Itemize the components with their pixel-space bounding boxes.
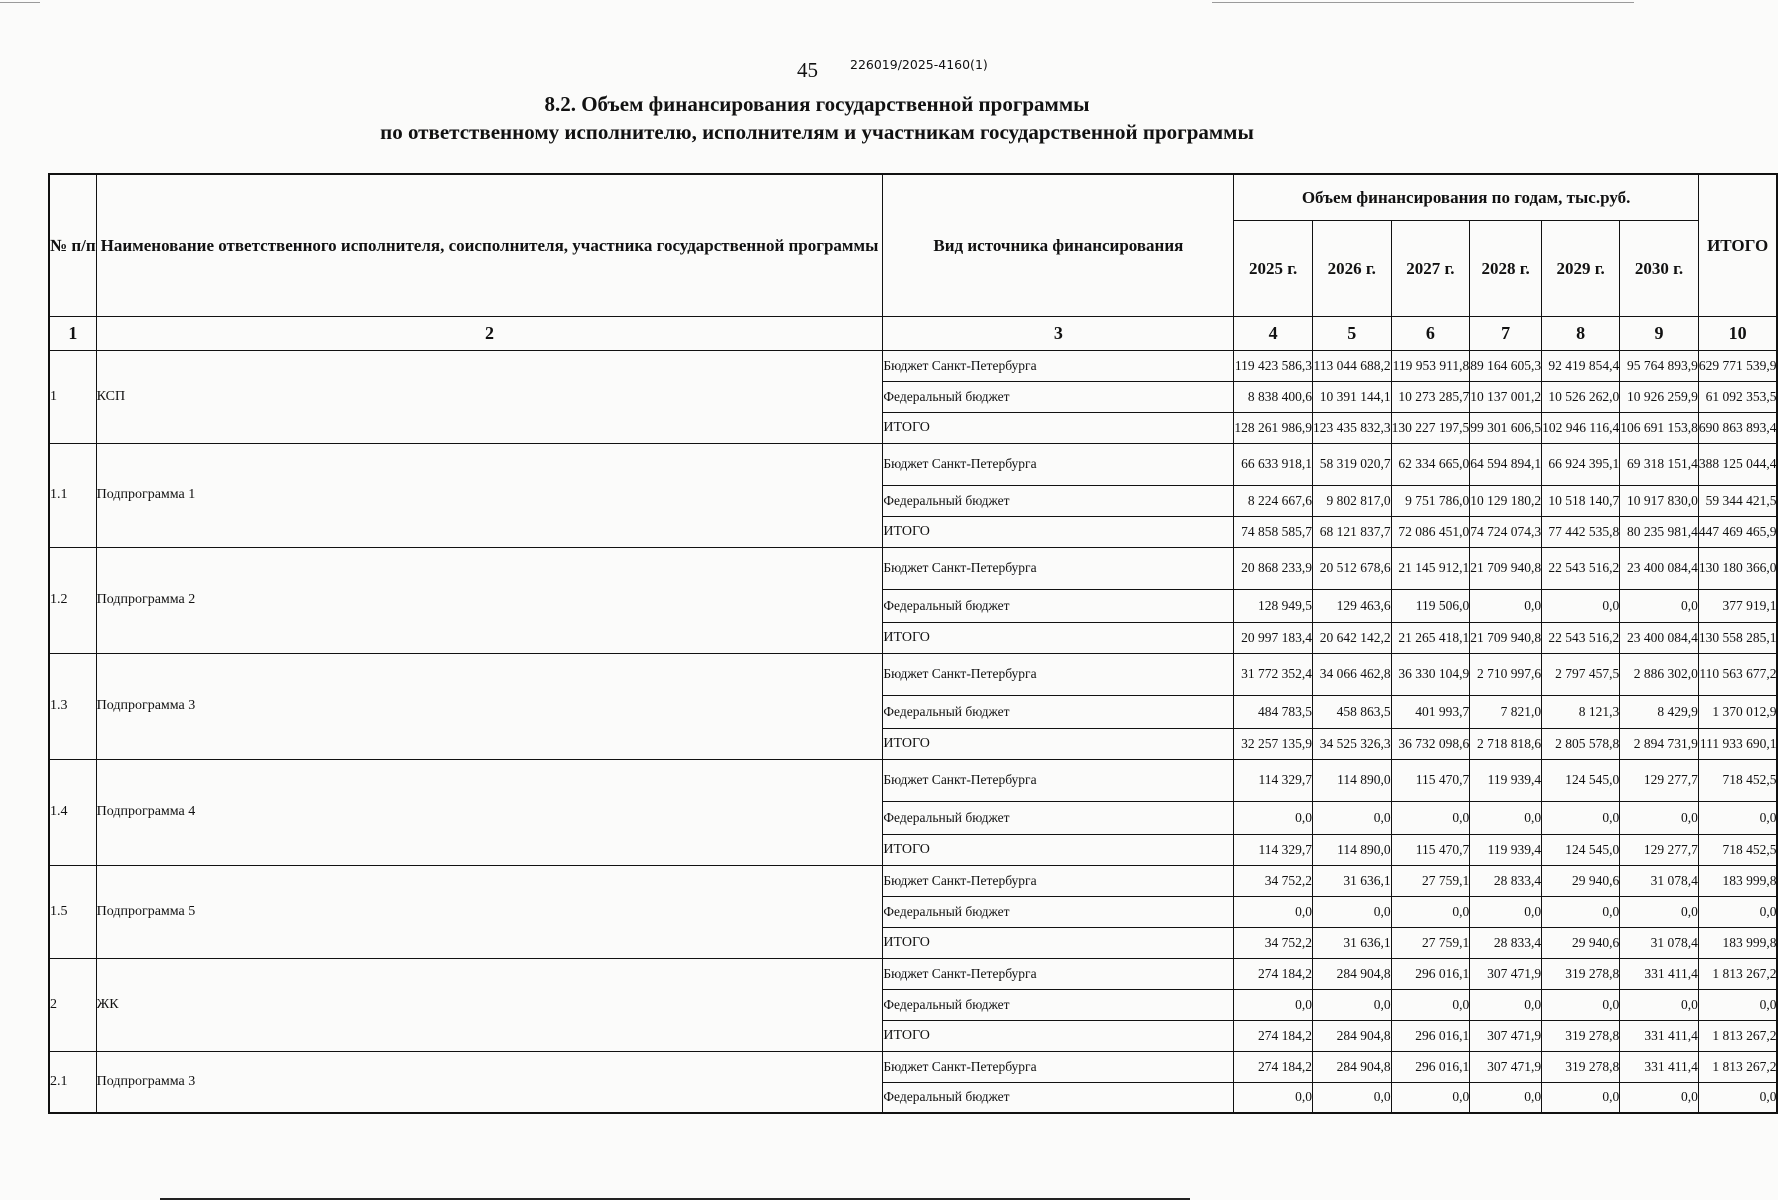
year-value: 296 016,1 [1391,1020,1470,1051]
column-number: 8 [1542,316,1620,350]
year-value: 68 121 837,7 [1312,516,1391,547]
header-total: ИТОГО [1698,174,1777,316]
year-value: 128 261 986,9 [1234,412,1313,443]
column-number: 2 [96,316,883,350]
column-number: 6 [1391,316,1470,350]
year-value: 27 759,1 [1391,927,1470,958]
year-value: 331 411,4 [1620,1051,1699,1082]
year-value: 0,0 [1312,801,1391,834]
year-value: 0,0 [1391,1082,1470,1113]
header-year: 2029 г. [1542,220,1620,316]
year-value: 0,0 [1234,896,1313,927]
year-value: 0,0 [1542,801,1620,834]
year-value: 274 184,2 [1234,1020,1313,1051]
year-value: 10 518 140,7 [1542,485,1620,516]
header-name: Наименование ответственного исполнителя, соисполнителя, участника государственной программы [96,174,883,316]
year-value: 124 545,0 [1542,834,1620,865]
funding-source: Федеральный бюджет [883,381,1234,412]
year-value: 20 868 233,9 [1234,547,1313,589]
year-value: 8 121,3 [1542,695,1620,728]
total-value: 1 813 267,2 [1698,958,1777,989]
year-value: 22 543 516,2 [1542,547,1620,589]
year-value: 10 391 144,1 [1312,381,1391,412]
year-value: 29 940,6 [1542,865,1620,896]
funding-source: Федеральный бюджет [883,896,1234,927]
year-value: 0,0 [1391,989,1470,1020]
year-value: 31 078,4 [1620,865,1699,896]
column-number: 3 [883,316,1234,350]
year-value: 0,0 [1470,896,1542,927]
year-value: 10 917 830,0 [1620,485,1699,516]
year-value: 31 772 352,4 [1234,653,1313,695]
year-value: 31 636,1 [1312,927,1391,958]
funding-source: ИТОГО [883,728,1234,759]
year-value: 124 545,0 [1542,759,1620,801]
year-value: 20 642 142,2 [1312,622,1391,653]
table-row [49,350,1777,381]
total-value: 718 452,5 [1698,834,1777,865]
column-number: 5 [1312,316,1391,350]
total-value: 629 771 539,9 [1698,350,1777,381]
year-value: 34 752,2 [1234,865,1313,896]
scan-edge-line [0,2,40,3]
funding-source: Бюджет Санкт-Петербурга [883,958,1234,989]
year-value: 2 718 818,6 [1470,728,1542,759]
year-value: 0,0 [1542,896,1620,927]
year-value: 74 724 074,3 [1470,516,1542,547]
funding-source: Бюджет Санкт-Петербурга [883,350,1234,381]
title-line-2: по ответственному исполнителю, исполнителям и участникам государственной программы [380,120,1254,144]
year-value: 9 802 817,0 [1312,485,1391,516]
year-value: 28 833,4 [1470,865,1542,896]
year-value: 307 471,9 [1470,958,1542,989]
year-value: 0,0 [1620,989,1699,1020]
year-value: 0,0 [1234,1082,1313,1113]
funding-source: ИТОГО [883,927,1234,958]
row-group-number: 1.3 [49,653,96,759]
year-value: 22 543 516,2 [1542,622,1620,653]
table-body [49,350,1777,1113]
row-group-name: Подпрограмма 1 [96,443,883,547]
funding-source: Федеральный бюджет [883,589,1234,622]
total-value: 388 125 044,4 [1698,443,1777,485]
year-value: 77 442 535,8 [1542,516,1620,547]
year-value: 74 858 585,7 [1234,516,1313,547]
year-value: 130 227 197,5 [1391,412,1470,443]
year-value: 23 400 084,4 [1620,547,1699,589]
total-value: 183 999,8 [1698,927,1777,958]
column-number: 10 [1698,316,1777,350]
header-year: 2027 г. [1391,220,1470,316]
row-group-name: КСП [96,350,883,443]
year-value: 32 257 135,9 [1234,728,1313,759]
year-value: 89 164 605,3 [1470,350,1542,381]
row-group-name: ЖК [96,958,883,1051]
page-number: 45 [797,58,818,82]
year-value: 34 525 326,3 [1312,728,1391,759]
year-value: 115 470,7 [1391,834,1470,865]
funding-source: Бюджет Санкт-Петербурга [883,443,1234,485]
total-value: 690 863 893,4 [1698,412,1777,443]
row-group-number: 1.1 [49,443,96,547]
year-value: 128 949,5 [1234,589,1313,622]
year-value: 58 319 020,7 [1312,443,1391,485]
year-value: 0,0 [1620,896,1699,927]
year-value: 484 783,5 [1234,695,1313,728]
funding-source: Бюджет Санкт-Петербурга [883,653,1234,695]
funding-source: ИТОГО [883,622,1234,653]
table-row [49,759,1777,801]
year-value: 10 137 001,2 [1470,381,1542,412]
year-value: 10 129 180,2 [1470,485,1542,516]
year-value: 307 471,9 [1470,1051,1542,1082]
year-value: 20 997 183,4 [1234,622,1313,653]
year-value: 80 235 981,4 [1620,516,1699,547]
year-value: 102 946 116,4 [1542,412,1620,443]
year-value: 72 086 451,0 [1391,516,1470,547]
year-value: 2 797 457,5 [1542,653,1620,695]
year-value: 113 044 688,2 [1312,350,1391,381]
row-group-number: 1.5 [49,865,96,958]
year-value: 95 764 893,9 [1620,350,1699,381]
year-value: 0,0 [1312,989,1391,1020]
year-value: 119 423 586,3 [1234,350,1313,381]
year-value: 31 636,1 [1312,865,1391,896]
year-value: 296 016,1 [1391,1051,1470,1082]
year-value: 21 709 940,8 [1470,622,1542,653]
year-value: 0,0 [1234,801,1313,834]
title-line-1: 8.2. Объем финансирования государственной программы [544,92,1090,116]
year-value: 2 710 997,6 [1470,653,1542,695]
year-value: 458 863,5 [1312,695,1391,728]
year-value: 10 526 262,0 [1542,381,1620,412]
year-value: 27 759,1 [1391,865,1470,896]
page-title [0,90,1634,146]
year-value: 2 886 302,0 [1620,653,1699,695]
column-number: 9 [1620,316,1699,350]
year-value: 307 471,9 [1470,1020,1542,1051]
row-group-name: Подпрограмма 5 [96,865,883,958]
document-code: 226019/2025-4160(1) [850,57,988,72]
year-value: 8 838 400,6 [1234,381,1313,412]
year-value: 69 318 151,4 [1620,443,1699,485]
total-value: 1 370 012,9 [1698,695,1777,728]
year-value: 319 278,8 [1542,1051,1620,1082]
table-row [49,865,1777,896]
year-value: 66 924 395,1 [1542,443,1620,485]
year-value: 0,0 [1391,801,1470,834]
year-value: 114 890,0 [1312,834,1391,865]
year-value: 66 633 918,1 [1234,443,1313,485]
year-value: 0,0 [1542,589,1620,622]
year-value: 119 953 911,8 [1391,350,1470,381]
year-value: 21 709 940,8 [1470,547,1542,589]
funding-source: ИТОГО [883,1020,1234,1051]
year-value: 21 265 418,1 [1391,622,1470,653]
year-value: 115 470,7 [1391,759,1470,801]
year-value: 119 939,4 [1470,834,1542,865]
column-number: 7 [1470,316,1542,350]
year-value: 319 278,8 [1542,1020,1620,1051]
total-value: 0,0 [1698,801,1777,834]
row-group-number: 1.4 [49,759,96,865]
year-value: 0,0 [1542,1082,1620,1113]
funding-source: Бюджет Санкт-Петербурга [883,759,1234,801]
column-number: 1 [49,316,96,350]
table-row [49,443,1777,485]
total-value: 130 558 285,1 [1698,622,1777,653]
total-value: 377 919,1 [1698,589,1777,622]
year-value: 296 016,1 [1391,958,1470,989]
year-value: 8 429,9 [1620,695,1699,728]
year-value: 274 184,2 [1234,958,1313,989]
year-value: 0,0 [1470,1082,1542,1113]
total-value: 0,0 [1698,989,1777,1020]
total-value: 130 180 366,0 [1698,547,1777,589]
column-number: 4 [1234,316,1313,350]
year-value: 9 751 786,0 [1391,485,1470,516]
year-value: 129 463,6 [1312,589,1391,622]
total-value: 111 933 690,1 [1698,728,1777,759]
funding-source: Федеральный бюджет [883,695,1234,728]
year-value: 8 224 667,6 [1234,485,1313,516]
funding-source: ИТОГО [883,834,1234,865]
year-value: 129 277,7 [1620,834,1699,865]
total-value: 110 563 677,2 [1698,653,1777,695]
year-value: 36 330 104,9 [1391,653,1470,695]
total-value: 61 092 353,5 [1698,381,1777,412]
year-value: 23 400 084,4 [1620,622,1699,653]
row-group-name: Подпрограмма 4 [96,759,883,865]
row-group-name: Подпрограмма 3 [96,1051,883,1113]
year-value: 129 277,7 [1620,759,1699,801]
year-value: 0,0 [1391,896,1470,927]
funding-source: Федеральный бюджет [883,989,1234,1020]
row-group-number: 2 [49,958,96,1051]
table-row [49,653,1777,695]
year-value: 119 506,0 [1391,589,1470,622]
year-value: 62 334 665,0 [1391,443,1470,485]
year-value: 34 752,2 [1234,927,1313,958]
year-value: 99 301 606,5 [1470,412,1542,443]
year-value: 106 691 153,8 [1620,412,1699,443]
total-value: 0,0 [1698,896,1777,927]
funding-source: Бюджет Санкт-Петербурга [883,865,1234,896]
year-value: 10 273 285,7 [1391,381,1470,412]
total-value: 447 469 465,9 [1698,516,1777,547]
total-value: 0,0 [1698,1082,1777,1113]
year-value: 0,0 [1620,801,1699,834]
year-value: 274 184,2 [1234,1051,1313,1082]
year-value: 0,0 [1470,989,1542,1020]
year-value: 0,0 [1620,589,1699,622]
funding-source: Федеральный бюджет [883,485,1234,516]
row-group-number: 1 [49,350,96,443]
funding-source: Бюджет Санкт-Петербурга [883,1051,1234,1082]
year-value: 114 329,7 [1234,759,1313,801]
year-value: 319 278,8 [1542,958,1620,989]
year-value: 21 145 912,1 [1391,547,1470,589]
table-row [49,547,1777,589]
year-value: 0,0 [1542,989,1620,1020]
total-value: 59 344 421,5 [1698,485,1777,516]
funding-source: Федеральный бюджет [883,1082,1234,1113]
scan-edge-line [1212,2,1634,3]
year-value: 20 512 678,6 [1312,547,1391,589]
year-value: 119 939,4 [1470,759,1542,801]
year-value: 34 066 462,8 [1312,653,1391,695]
year-value: 92 419 854,4 [1542,350,1620,381]
year-value: 64 594 894,1 [1470,443,1542,485]
year-value: 0,0 [1312,1082,1391,1113]
row-group-number: 1.2 [49,547,96,653]
year-value: 0,0 [1470,801,1542,834]
total-value: 183 999,8 [1698,865,1777,896]
table-row [49,1051,1777,1082]
year-value: 28 833,4 [1470,927,1542,958]
year-value: 331 411,4 [1620,958,1699,989]
total-value: 1 813 267,2 [1698,1051,1777,1082]
year-value: 0,0 [1620,1082,1699,1113]
year-value: 36 732 098,6 [1391,728,1470,759]
year-value: 2 805 578,8 [1542,728,1620,759]
funding-source: ИТОГО [883,516,1234,547]
header-year: 2030 г. [1620,220,1699,316]
funding-source: ИТОГО [883,412,1234,443]
header-year: 2025 г. [1234,220,1313,316]
table-row [49,958,1777,989]
header-num: № п/п [49,174,96,316]
year-value: 284 904,8 [1312,1051,1391,1082]
year-value: 0,0 [1312,896,1391,927]
total-value: 718 452,5 [1698,759,1777,801]
funding-source: Федеральный бюджет [883,801,1234,834]
year-value: 2 894 731,9 [1620,728,1699,759]
header-year: 2026 г. [1312,220,1391,316]
year-value: 114 329,7 [1234,834,1313,865]
header-source: Вид источника финансирования [883,174,1234,316]
year-value: 284 904,8 [1312,1020,1391,1051]
year-value: 331 411,4 [1620,1020,1699,1051]
funding-source: Бюджет Санкт-Петербурга [883,547,1234,589]
year-value: 0,0 [1470,589,1542,622]
year-value: 31 078,4 [1620,927,1699,958]
total-value: 1 813 267,2 [1698,1020,1777,1051]
row-group-name: Подпрограмма 2 [96,547,883,653]
header-year: 2028 г. [1470,220,1542,316]
row-group-number: 2.1 [49,1051,96,1113]
year-value: 401 993,7 [1391,695,1470,728]
row-group-name: Подпрограмма 3 [96,653,883,759]
year-value: 0,0 [1234,989,1313,1020]
year-value: 114 890,0 [1312,759,1391,801]
header-years-group: Объем финансирования по годам, тыс.руб. [1234,174,1699,220]
year-value: 10 926 259,9 [1620,381,1699,412]
financing-table [48,173,1778,1114]
year-value: 284 904,8 [1312,958,1391,989]
year-value: 29 940,6 [1542,927,1620,958]
year-value: 7 821,0 [1470,695,1542,728]
year-value: 123 435 832,3 [1312,412,1391,443]
